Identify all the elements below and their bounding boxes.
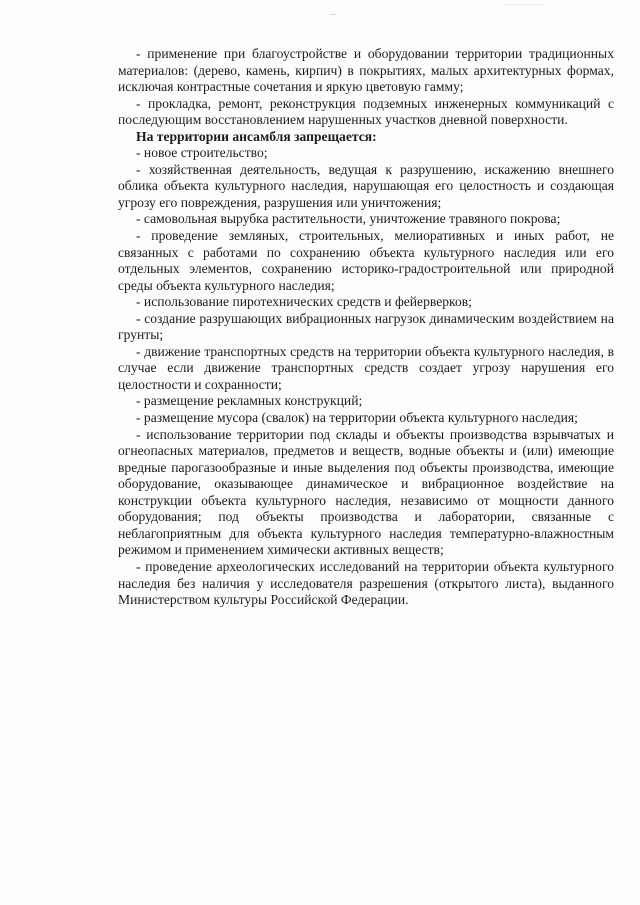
list-item-economic-activity: - хозяйственная деятельность, ведущая к разрушению, искажению внешнего облика объекта культурного наследия, нарушающая его целостность и создающая угрозу его повреждения, разрушения или уничтожения;	[118, 161, 614, 210]
list-item-archaeology: - проведение археологических исследований на территории объекта культурного наследия без наличия у исследователя разрешения (открытого листа), выданного Министерством культуры Российской Федерации.	[118, 558, 614, 608]
scan-artifact	[330, 14, 336, 15]
list-item-warehouses: - использование территории под склады и объекты производства взрывчатых и огнеопасных материалов, предметов и веществ, водные объекты и (или) имеющие вредные парогазообразные и иные выделения под объекты производства, имеющие оборудование, оказывающее динамическое и вибрационное воздействие на конструкции объекта культурного наследия, независимо от мощности данного оборудования; под объекты производства и лаборатории, связанные с неблагоприятным для объекта культурного наследия температурно-влажностным режимом и применением химически активных веществ;	[118, 426, 614, 558]
list-item-pyrotechnics: - использование пиротехнических средств и фейерверков;	[136, 294, 472, 310]
list-item-new-construction: - новое строительство;	[136, 145, 268, 161]
list-item-vibration: - создание разрушающих вибрационных нагрузок динамическим воздействием на грунты;	[118, 310, 614, 343]
list-item-earthworks: - проведение земляных, строительных, мелиоративных и иных работ, не связанных с работами по сохранению объекта культурного наследия или его отдельных элементов, сохранению историко-градостроительной или природной среды объекта культурного наследия;	[118, 228, 614, 293]
paragraph-utilities: - прокладка, ремонт, реконструкция подземных инженерных коммуникаций с последующим восстановлением нарушенных участков дневной поверхности.	[118, 95, 614, 128]
list-item-advertising: - размещение рекламных конструкций;	[136, 393, 363, 409]
list-item-tree-cutting: - самовольная вырубка растительности, уничтожение травяного покрова;	[136, 211, 561, 227]
list-item-waste: - размещение мусора (свалок) на территории объекта культурного наследия;	[136, 410, 578, 426]
section-heading: На территории ансамбля запрещается:	[136, 128, 377, 144]
scan-artifact	[505, 4, 545, 5]
paragraph-materials: - применение при благоустройстве и оборудовании территории традиционных материалов: (дерево, камень, кирпич) в покрытиях, малых архитектурных формах, исключая контрастные сочетания и яркую цветовую гамму;	[118, 46, 614, 95]
document-body	[118, 46, 614, 609]
list-item-transport: - движение транспортных средств на территории объекта культурного наследия, в случае если движение транспортных средств создает угрозу нарушения его целостности и сохранности;	[118, 343, 614, 392]
